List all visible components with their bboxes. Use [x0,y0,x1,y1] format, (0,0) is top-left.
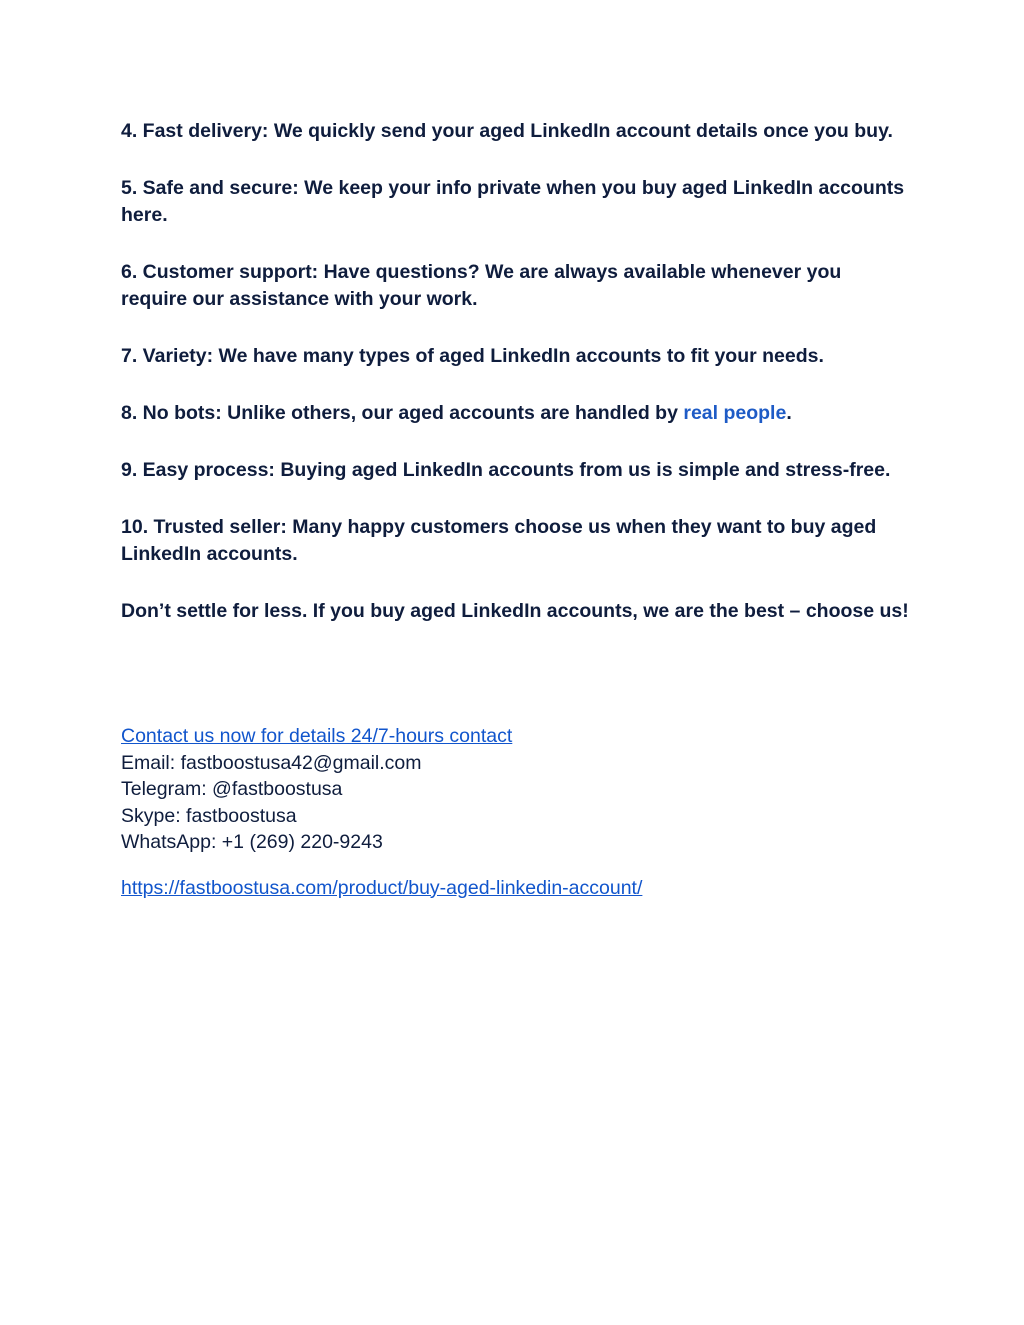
paragraph-safe-secure: 5. Safe and secure: We keep your info private when you buy aged LinkedIn accounts here. [121,177,905,226]
paragraph-customer-support: 6. Customer support: Have questions? We are always available whenever you require our assistance with your work. [121,261,842,310]
blank-space [121,655,911,723]
paragraph-easy-process: 9. Easy process: Buying aged LinkedIn accounts from us is simple and stress-free. [121,459,891,481]
paragraph-fast-delivery: 4. Fast delivery: We quickly send your aged LinkedIn account details once you buy. [121,120,893,142]
contact-whatsapp: WhatsApp: +1 (269) 220-9243 [121,831,383,853]
paragraph-closing: Don’t settle for less. If you buy aged LinkedIn accounts, we are the best – choose us! [121,600,909,622]
no-bots-period: . [786,402,792,424]
no-bots-text: 8. No bots: Unlike others, our aged accounts are handled by [121,402,684,424]
url-paragraph [121,875,911,902]
contact-email: Email: fastboostusa42@gmail.com [121,751,422,774]
contact-block [121,723,911,856]
paragraph-no-bots [121,400,911,427]
contact-skype: Skype: fastboostusa [121,804,297,827]
product-url-link[interactable]: https://fastboostusa.com/product/buy-aged-linkedin-account/ [121,876,643,899]
document-page [121,118,911,902]
contact-telegram: Telegram: @fastboostusa [121,778,343,800]
paragraph-trusted-seller: 10. Trusted seller: Many happy customers choose us when they want to buy aged LinkedIn accounts. [121,516,877,565]
paragraph-variety: 7. Variety: We have many types of aged LinkedIn accounts to fit your needs. [121,345,824,367]
real-people-link[interactable]: real people [683,402,787,424]
contact-heading-link[interactable]: Contact us now for details 24/7-hours contact [121,725,513,747]
